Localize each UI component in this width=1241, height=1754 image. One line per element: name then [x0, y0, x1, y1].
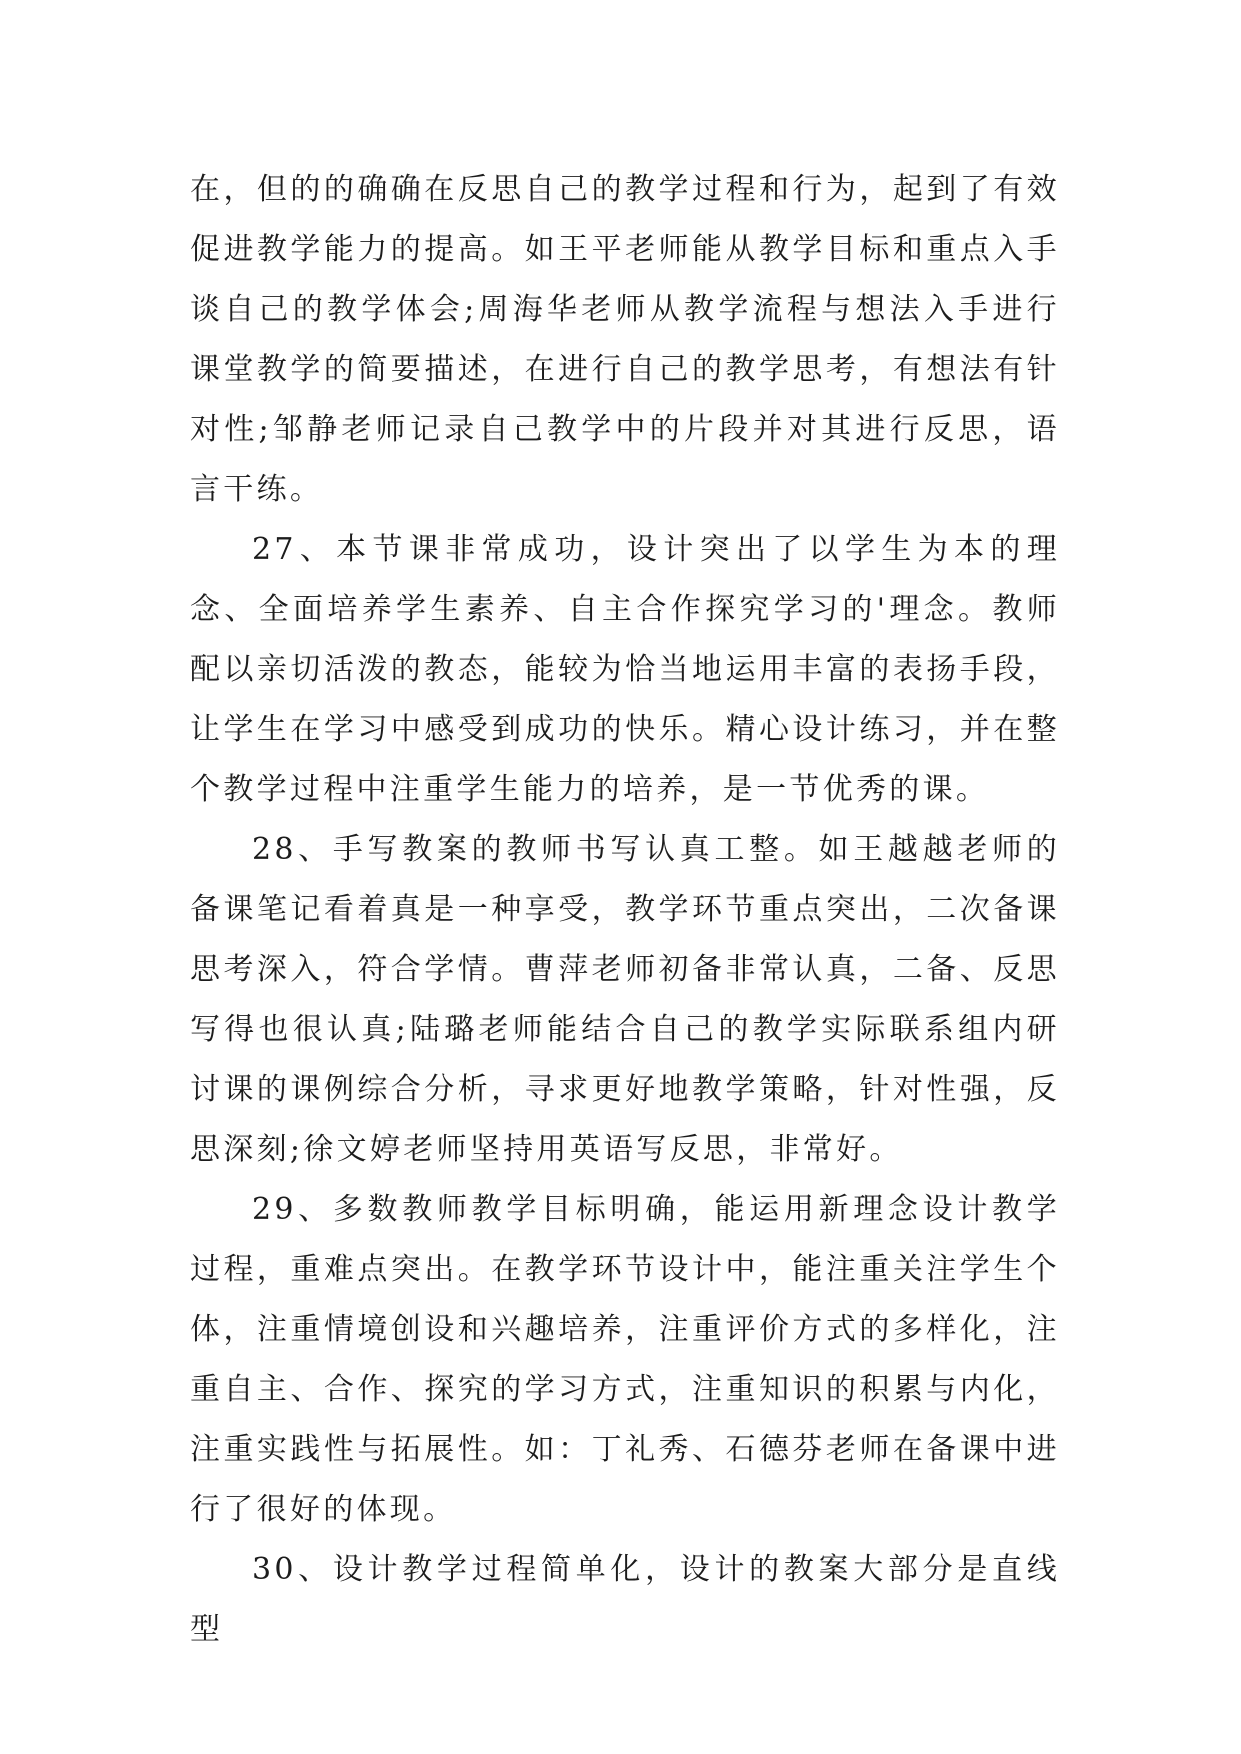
paragraph-27: 27、本节课非常成功，设计突出了以学生为本的理念、全面培养学生素养、自主合作探究学习的'理念。教师配以亲切活泼的教态，能较为恰当地运用丰富的表扬手段，让学生在学习中感受到成功的快乐。精心设计练习，并在整个教学过程中注重学生能力的培养，是一节优秀的课。 — [190, 532, 1060, 807]
document-body — [190, 160, 1060, 1660]
paragraph-30: 30、设计教学过程简单化，设计的教案大部分是直线型 — [190, 1552, 1060, 1647]
paragraph-29: 29、多数教师教学目标明确，能运用新理念设计教学过程，重难点突出。在教学环节设计中，能注重关注学生个体，注重情境创设和兴趣培养，注重评价方式的多样化，注重自主、合作、探究的学习方式，注重知识的积累与内化，注重实践性与拓展性。如：丁礼秀、石德芬老师在备课中进行了很好的体现。 — [190, 1192, 1060, 1527]
paragraph-continued: 在，但的的确确在反思自己的教学过程和行为，起到了有效促进教学能力的提高。如王平老师能从教学目标和重点入手谈自己的教学体会;周海华老师从教学流程与想法入手进行课堂教学的简要描述，在进行自己的教学思考，有想法有针对性;邹静老师记录自己教学中的片段并对其进行反思，语言干练。 — [190, 172, 1060, 507]
paragraph-28: 28、手写教案的教师书写认真工整。如王越越老师的备课笔记看着真是一种享受，教学环节重点突出，二次备课思考深入，符合学情。曹萍老师初备非常认真，二备、反思写得也很认真;陆璐老师能结合自己的教学实际联系组内研讨课的课例综合分析，寻求更好地教学策略，针对性强，反思深刻;徐文婷老师坚持用英语写反思，非常好。 — [190, 832, 1060, 1167]
